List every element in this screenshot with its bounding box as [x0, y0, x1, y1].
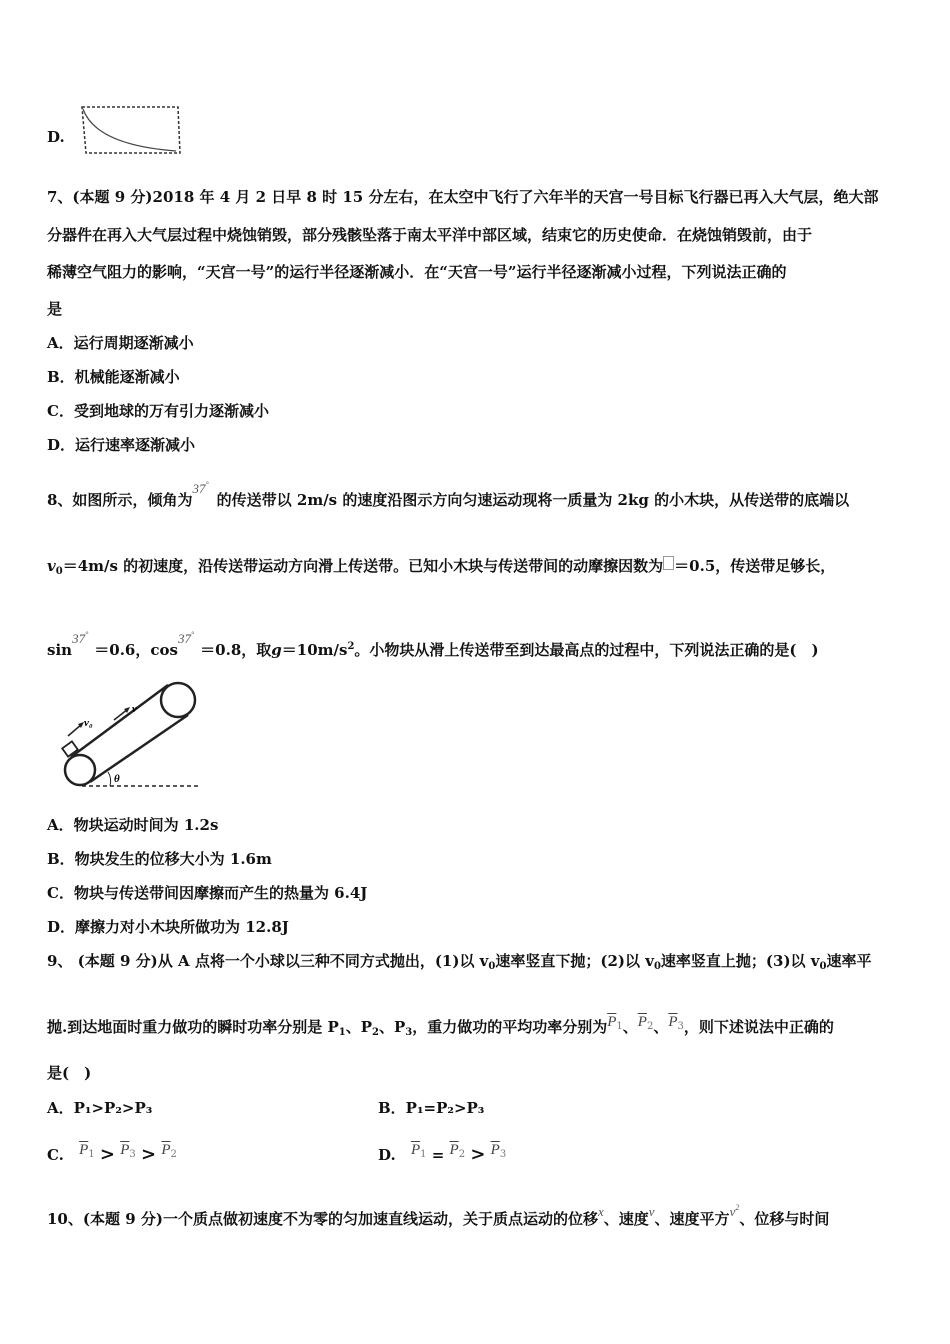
- degree-mark: °: [85, 630, 89, 639]
- cos-angle: [178, 631, 194, 646]
- q9-option-b: B．P₁=P₂>P₃: [378, 1099, 485, 1117]
- q6-option-d-label: D.: [47, 128, 65, 146]
- p-bar: $\overline{P}$: [668, 1014, 678, 1030]
- sin-label: sin: [47, 641, 73, 659]
- q9-option-a: A．P₁>P₂>P₃: [47, 1099, 153, 1117]
- d-p3: [491, 1140, 507, 1158]
- p-bar-subscript: 2: [458, 1149, 466, 1160]
- p-bar: $\overline{P}$: [490, 1142, 500, 1158]
- v0-subscript: 0: [819, 961, 827, 972]
- q9-l1c: 速率竖直上抛；(3)以 v: [660, 952, 820, 970]
- q10-l1b: 、速度: [603, 1210, 649, 1228]
- q7-line-1: 7、(本题 9 分)2018 年 4 月 2 日早 8 时 15 分左右，在太空中飞行了六年半的天宫一号目标飞行器已再入大气层，绝大部: [47, 188, 879, 206]
- q7-line-3: 稀薄空气阻力的影响，“天宫一号”的运行半径逐渐减小．在“天宫一号”运行半径逐渐减小过程，下列说法正确的: [47, 263, 787, 281]
- c-p2: [161, 1140, 177, 1158]
- mu-placeholder-icon: [663, 556, 674, 570]
- v-symbol: v: [648, 1204, 655, 1219]
- q7-option-a: A．运行周期逐渐减小: [47, 334, 194, 352]
- q10-l1a: 10、(本题 9 分)一个质点做初速度不为零的匀加速直线运动，关于质点运动的位移: [47, 1210, 598, 1228]
- q7-line-2: 分器件在再入大气层过程中烧蚀销毁，部分残骸坠落于南太平洋中部区域，结束它的历史使命．在烧蚀销毁前，由于: [47, 226, 813, 244]
- v-label: v: [132, 703, 137, 715]
- x-symbol: x: [597, 1204, 604, 1219]
- v0-subscript: 0: [488, 961, 496, 972]
- option-d-label: D.: [378, 1146, 396, 1164]
- greater-than: >: [141, 1144, 157, 1165]
- q8-line-3: [47, 630, 819, 660]
- sin-angle: [72, 631, 88, 646]
- p-bar-subscript: 1: [420, 1149, 427, 1160]
- q9-line-2: [47, 1012, 834, 1038]
- d-p1: [411, 1140, 427, 1158]
- theta-label: θ: [114, 773, 120, 785]
- q9-line-3: 是( ): [47, 1064, 92, 1082]
- q9-option-c: [47, 1140, 177, 1165]
- angle-value: 37: [72, 631, 86, 646]
- q8-angle: [192, 481, 208, 496]
- p-bar: $\overline{P}$: [449, 1142, 459, 1158]
- degree-mark: °: [205, 480, 209, 489]
- q8-l3c: ＝0.8，取: [200, 641, 272, 659]
- p2-subscript: 2: [371, 1027, 379, 1038]
- p-bar-subscript: 1: [616, 1021, 623, 1032]
- greater-than: >: [470, 1144, 486, 1165]
- v0-label: v₀: [84, 717, 93, 729]
- p-bar-subscript: 3: [129, 1149, 136, 1160]
- dashed-frame: [82, 107, 180, 153]
- q9-l2a: 抛.到达地面时重力做功的瞬时功率分别是 P: [47, 1018, 339, 1036]
- square-superscript: 2: [347, 641, 355, 652]
- avg-power-p3: [668, 1012, 684, 1030]
- angle-arc: [108, 772, 111, 786]
- g-symbol: g: [271, 641, 282, 659]
- q9-l2c: 、P: [378, 1018, 406, 1036]
- q9-l2e: ，则下述说法中正确的: [683, 1018, 834, 1036]
- p3-subscript: 3: [405, 1027, 413, 1038]
- q9-option-d: [378, 1140, 506, 1165]
- q8-l1b: 的传送带以 2m/s 的速度沿图示方向匀速运动现将一质量为 2kg 的小木块，从传送带的底端以: [216, 491, 850, 509]
- p-bar: $\overline{P}$: [637, 1014, 647, 1030]
- q10-line-1: [47, 1203, 829, 1229]
- v0-subscript: 0: [55, 566, 63, 577]
- q8-l3d: ＝10m/s: [281, 641, 348, 659]
- q8-option-c: C．物块与传送带间因摩擦而产生的热量为 6.4J: [47, 884, 368, 902]
- q8-l2b: ＝4m/s 的初速度，沿传送带运动方向滑上传送带。已知小木块与传送带间的动摩擦因数为: [62, 557, 664, 575]
- q9-l1a: 9、 (本题 9 分)从 A 点将一个小球以三种不同方式抛出，(1)以 v: [47, 952, 489, 970]
- avg-power-p2: [638, 1012, 654, 1030]
- v-squared: [730, 1204, 740, 1219]
- q10-l1d: 、位移与时间: [739, 1210, 830, 1228]
- q7-option-d: D．运行速率逐渐减小: [47, 436, 196, 454]
- q6-option-d-figure: [78, 105, 182, 157]
- q8-l3e: 。小物块从滑上传送带至到达最高点的过程中，下列说法正确的是( ): [354, 641, 819, 659]
- p-bar: $\overline{P}$: [79, 1142, 89, 1158]
- avg-power-p1: [607, 1012, 623, 1030]
- p-bar-subscript: 2: [170, 1149, 177, 1160]
- v2-base: v: [729, 1204, 736, 1219]
- p-bar-subscript: 1: [88, 1149, 95, 1160]
- equals: =: [431, 1146, 445, 1164]
- q9-l2d: ，重力做功的平均功率分别为: [412, 1018, 608, 1036]
- c-p3: [120, 1140, 136, 1158]
- option-c-label: C.: [47, 1146, 64, 1164]
- p-bar-subscript: 2: [646, 1021, 654, 1032]
- separator: 、: [622, 1018, 638, 1036]
- q9-l1b: 速率竖直下抛；(2)以 v: [495, 952, 654, 970]
- p-bar: $\overline{P}$: [120, 1142, 130, 1158]
- q9-line-1: [47, 950, 871, 972]
- belt-bottom: [90, 715, 188, 782]
- angle-value: 37: [177, 631, 191, 646]
- p-bar-subscript: 3: [677, 1021, 684, 1032]
- separator: 、: [653, 1018, 669, 1036]
- cos-label: ＝0.6，cos: [94, 641, 178, 659]
- greater-than: >: [99, 1144, 116, 1165]
- q8-option-a: A．物块运动时间为 1.2s: [47, 816, 219, 834]
- conveyor-belt-figure: [58, 678, 198, 790]
- q8-option-b: B．物块发生的位移大小为 1.6m: [47, 850, 272, 868]
- q8-line-2: [47, 555, 835, 577]
- p-bar: $\overline{P}$: [161, 1142, 171, 1158]
- q8-l1a: 8、如图所示，倾角为: [47, 491, 193, 509]
- degree-mark: °: [190, 630, 195, 639]
- q9-l2b: 、P: [345, 1018, 372, 1036]
- angle-value: 37: [192, 481, 206, 496]
- q10-l1c: 、速度平方: [654, 1210, 730, 1228]
- v2-exponent: 2: [735, 1203, 740, 1212]
- q8-l2c: ＝0.5，传送带足够长，: [674, 557, 836, 575]
- v0-subscript: 0: [653, 961, 661, 972]
- q8-option-d: D．摩擦力对小木块所做功为 12.8J: [47, 918, 289, 936]
- d-p2: [450, 1140, 466, 1158]
- top-pulley: [161, 683, 195, 717]
- q9-l1d: 速率平: [826, 952, 872, 970]
- q7-option-b: B．机械能逐渐减小: [47, 368, 180, 386]
- p-bar: $\overline{P}$: [607, 1014, 617, 1030]
- p-bar-subscript: 3: [499, 1149, 507, 1160]
- v0-symbol: v: [47, 557, 56, 575]
- q7-option-c: C．受到地球的万有引力逐渐减小: [47, 402, 269, 420]
- q8-line-1: [47, 480, 849, 510]
- q7-line-4: 是: [47, 300, 63, 318]
- p1-subscript: 1: [338, 1027, 346, 1038]
- c-p1: [79, 1140, 95, 1158]
- curve: [83, 109, 176, 151]
- p-bar: $\overline{P}$: [410, 1142, 421, 1158]
